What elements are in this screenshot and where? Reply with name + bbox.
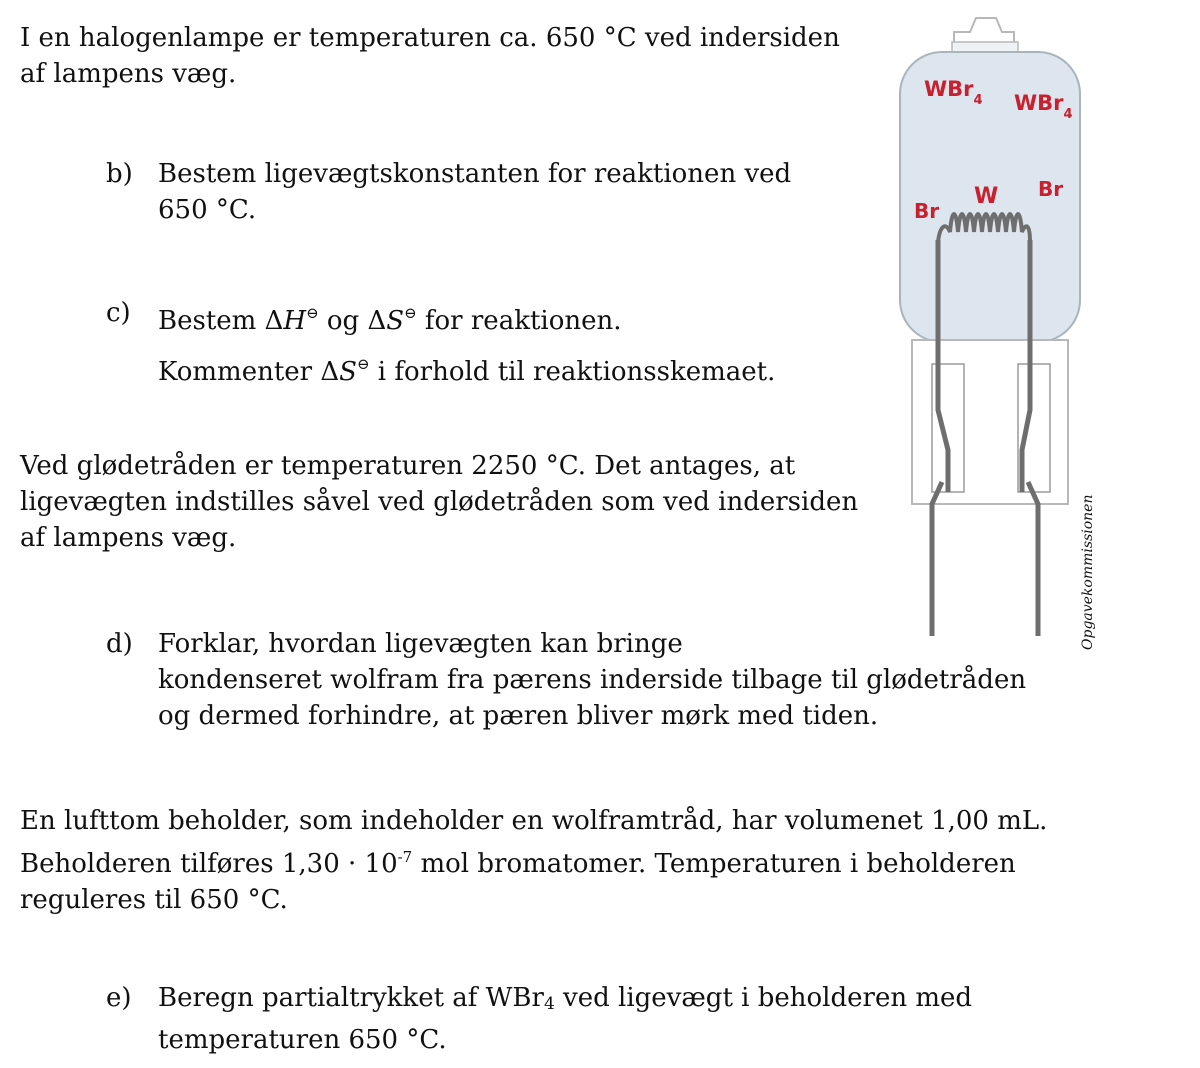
paragraph-3-line-3: reguleres til 650 °C. — [20, 885, 288, 915]
label-br-left: Br — [914, 199, 940, 223]
paragraph-2 — [20, 448, 858, 556]
question-e-label: e) — [106, 983, 132, 1013]
question-d-line-2: kondenseret wolfram fra pærens inderside tilbage til glødetråden — [158, 665, 1027, 695]
intro-paragraph — [20, 20, 840, 92]
halogen-lamp-figure — [890, 10, 1090, 640]
label-w: W — [974, 184, 999, 209]
question-e-line-1: Beregn partialtrykket af WBr$_4$ ved ligevægt i beholderen med — [158, 983, 973, 1014]
label-wbr4-left: WBr$_4$ — [924, 77, 983, 108]
paragraph-3-line-1: En lufttom beholder, som indeholder en wolframtråd, har volumenet 1,00 mL. — [20, 806, 1048, 836]
intro-line-2: af lampens væg. — [20, 59, 237, 89]
question-e-line-2: temperaturen 650 °C. — [158, 1025, 447, 1055]
question-c-line-1: Bestem ΔH⊖ og ΔS⊖ for reaktionen. — [158, 304, 622, 336]
question-c-label: c) — [106, 298, 131, 328]
left-pin — [932, 482, 942, 636]
label-wbr4-right: WBr$_4$ — [1014, 91, 1073, 122]
figure-credit-text: Opgavekommissionen — [1080, 494, 1096, 650]
paragraph-3 — [20, 803, 1047, 918]
paragraph-3-line-2: Beholderen tilføres $1,30 \cdot 10^{-7}$ mol bromatomer. Temperaturen i beholderen — [20, 848, 1016, 879]
paragraph-2-line-1: Ved glødetråden er temperaturen 2250 °C. Det antages, at — [20, 451, 796, 481]
label-br-right: Br — [1038, 177, 1064, 201]
question-d-line-1: Forklar, hvordan ligevægten kan bringe — [158, 629, 683, 659]
paragraph-2-line-3: af lampens væg. — [20, 523, 237, 553]
question-c-line-2: Kommenter ΔS⊖ i forhold til reaktionsskemaet. — [158, 355, 776, 387]
question-d-line-3: og dermed forhindre, at pæren bliver mørk med tiden. — [158, 701, 879, 731]
intro-line-1: I en halogenlampe er temperaturen ca. 650 °C ved indersiden — [20, 23, 840, 53]
question-d-label: d) — [106, 629, 133, 659]
question-b-line-1: Bestem ligevægtskonstanten for reaktionen ved — [158, 159, 792, 189]
paragraph-2-line-2: ligevægten indstilles såvel ved glødetråden som ved indersiden — [20, 487, 859, 517]
question-b-line-2: 650 °C. — [158, 195, 257, 225]
question-b-label: b) — [106, 159, 133, 189]
right-pin — [1028, 482, 1038, 636]
lamp-cap — [954, 18, 1014, 44]
